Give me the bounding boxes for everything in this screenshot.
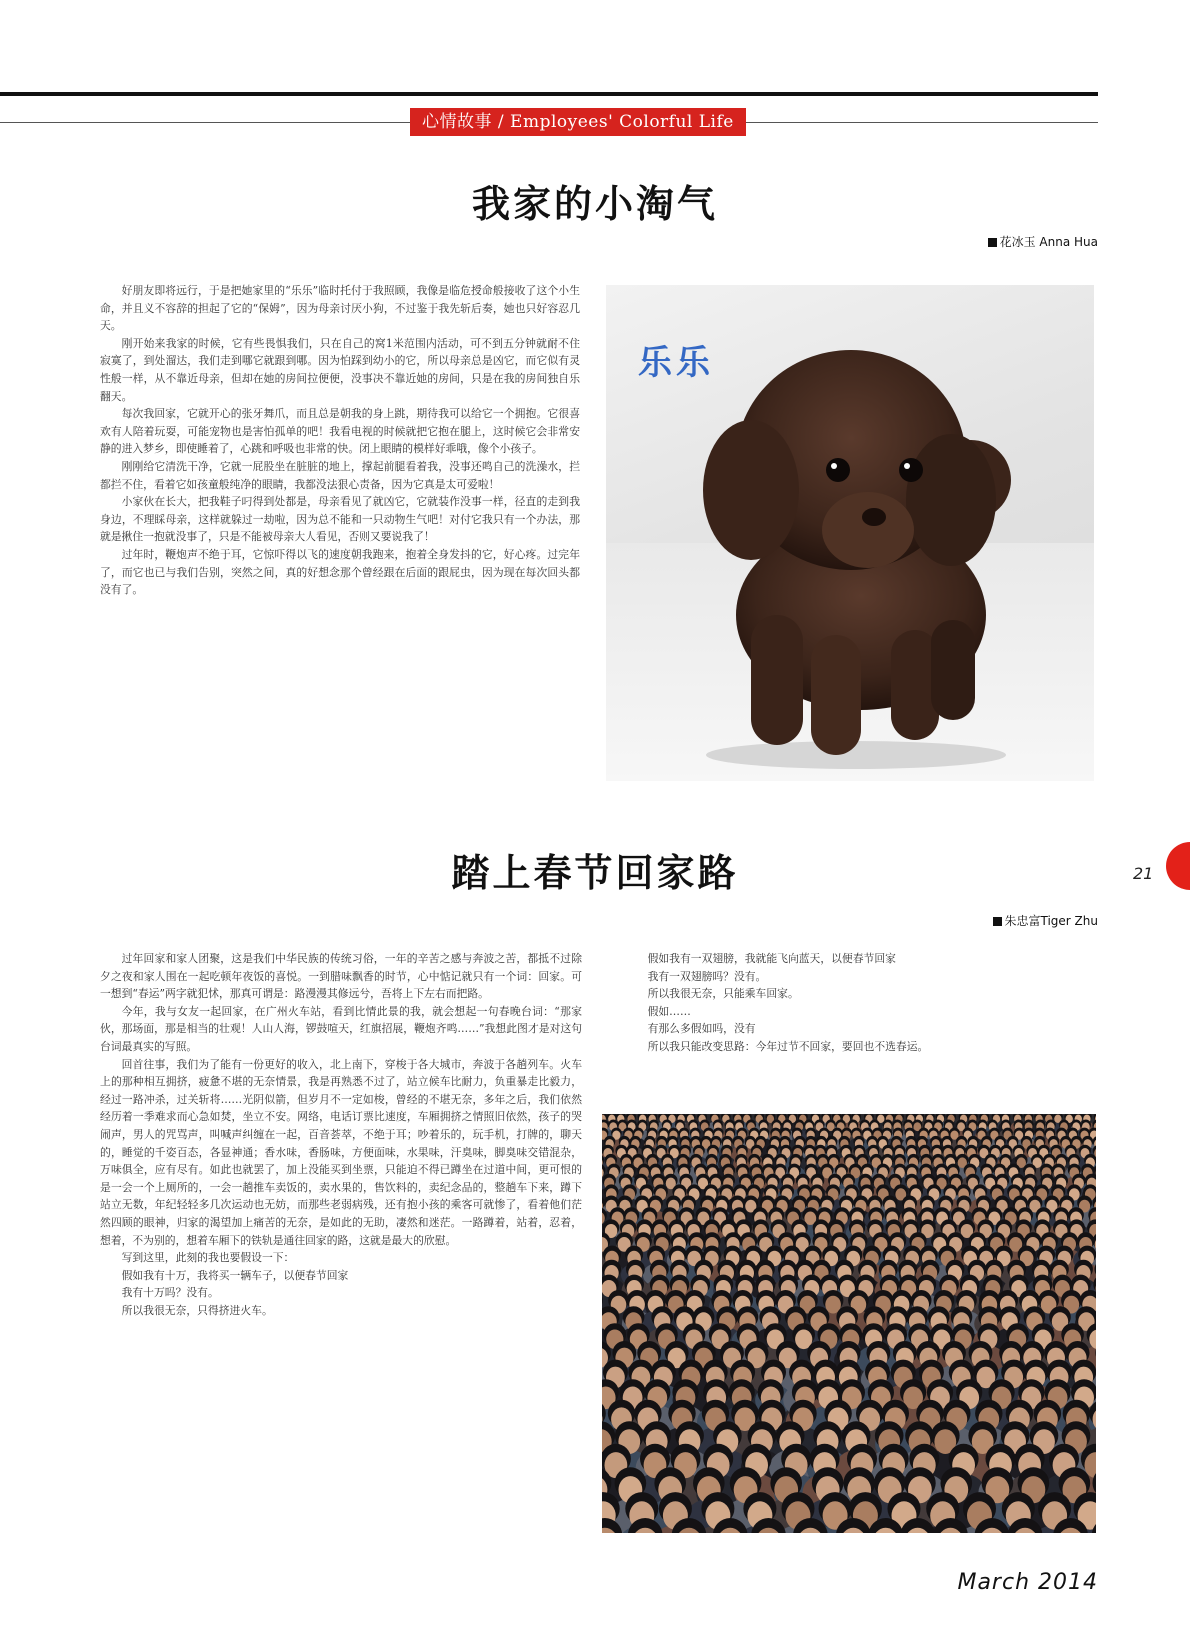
byline-square-icon — [993, 917, 1002, 926]
article2-paragraph: 过年回家和家人团聚，这是我们中华民族的传统习俗，一年的辛苦之感与奔波之苦，都抵不过除夕之夜和家人围在一起吃顿年夜饭的喜悦。一到腊味飘香的时节，心中惦记就只有一个词：回家。可一想到“春运”两字就犯怵，那真可谓是：路漫漫其修远兮，吾将上下左右而把路。 — [100, 952, 582, 1001]
section-tag: 心情故事 / Employees' Colorful Life — [410, 108, 746, 136]
article1-title: 我家的小淘气 — [471, 182, 718, 226]
header-thick-rule — [0, 92, 1098, 96]
dog-photo — [606, 285, 1094, 781]
poem-line: 所以我很无奈，只能乘车回家。 — [647, 987, 799, 1001]
article1-paragraph: 刚开始来我家的时候，它有些畏惧我们，只在自己的窝1米范围内活动，可不到五分钟就耐不住寂寞了，到处溜达，我们走到哪它就跟到哪。因为怕踩到幼小的它，所以母亲总是凶它，而它似有灵性般一样，从不靠近母亲，但却在她的房间拉便便，没事决不靠近她的房间，只是在我的房间独自乐翻天。 — [100, 336, 580, 403]
article1-byline: 花冰玉 Anna Hua — [988, 233, 1098, 250]
poem-line: 我有一双翅膀吗？没有。 — [647, 969, 767, 983]
crowd-photo — [602, 1114, 1096, 1533]
poem-line: 假如我有十万，我将买一辆车子，以便春节回家 — [121, 1268, 349, 1282]
article1-paragraph: 小家伙在长大，把我鞋子叼得到处都是，母亲看见了就凶它，它就装作没事一样，径直的走到我身边，不理睬母亲，这样就躲过一劫啦，因为总不能和一只动物生气吧！对付它我只有一个办法，那就是揪住一抱就没事了，只是不能被母亲大人看见，否则又要说我了！ — [100, 495, 580, 544]
article1-paragraph: 过年时，鞭炮声不绝于耳，它惊吓得以飞的速度朝我跑来，抱着全身发抖的它，好心疼。过完年了，而它也已与我们告别，突然之间，真的好想念那个曾经跟在后面的跟屁虫，因为现在每次回头都没有了。 — [100, 547, 580, 597]
article2-byline: 朱忠富Tiger Zhu — [993, 912, 1098, 929]
article1-paragraph: 好朋友即将远行，于是把她家里的“乐乐”临时托付于我照顾，我像是临危授命般接收了这个小生命，并且义不容辞的担起了它的“保姆”，因为母亲讨厌小狗，不过鉴于我先斩后奏，她也只好容忍几天。 — [100, 284, 580, 333]
article1-paragraph: 刚刚给它清洗干净，它就一屁股坐在脏脏的地上，撑起前腿看着我，没事还鸣自己的洗澡水，拦都拦不住，看着它如孩童般纯净的眼睛，我都没法狠心责备，因为它真是太可爱啦！ — [100, 459, 580, 491]
article2-paragraph: 今年，我与女友一起回家，在广州火车站，看到比情此景的我，就会想起一句春晚台词：“那家伙，那场面，那是相当的壮观！人山人海，锣鼓喧天，红旗招展，鞭炮齐鸣……”我想此图才是对这句台词最真实的写照。 — [100, 1004, 582, 1053]
crowd-illustration — [602, 1114, 1096, 1533]
article1-paragraph: 每次我回家，它就开心的张牙舞爪，而且总是朝我的身上跳，期待我可以给它一个拥抱。它很喜欢有人陪着玩耍，可能宠物也是害怕孤单的吧！我看电视的时候就把它抱在腿上，这时候它会非常安静的进入梦乡，即使睡着了，心跳和呼吸也非常的快。闭上眼睛的模样好乖哦，像个小孩子。 — [100, 407, 580, 456]
poem-line: 所以我只能改变思路：今年过节不回家，要回也不选春运。 — [647, 1039, 929, 1053]
poem-line: 假如我有一双翅膀，我就能飞向蓝天，以便春节回家 — [647, 952, 896, 965]
article2-poem-left — [100, 1267, 582, 1320]
byline-square-icon — [988, 238, 997, 247]
article2-paragraph: 写到这里，此刻的我也要假设一下： — [121, 1251, 295, 1265]
issue-date: March 2014 — [957, 1570, 1098, 1595]
article2-poem-right — [626, 950, 1096, 1056]
article2-body-left — [100, 950, 582, 1319]
dog-name-caption: 乐乐 — [638, 343, 714, 383]
poem-line: 所以我很无奈，只得挤进火车。 — [121, 1303, 273, 1317]
page-number: 21 — [1133, 864, 1154, 883]
article2-title: 踏上春节回家路 — [451, 851, 739, 895]
article1-body — [100, 282, 580, 599]
article2-paragraph: 回首往事，我们为了能有一份更好的收入，北上南下，穿梭于各大城市，奔波于各趟列车。火车上的那种相互拥挤，疲惫不堪的无奈情景，我是再熟悉不过了，站立候车比耐力，负重暴走比毅力，经过一路冲杀，过关斩将……光阴似箭，但岁月不一定如梭，曾经的不堪无奈，多年之后，我们依然经历着一季难求而心急如焚，坐立不安。网络，电话订票比速度，车厢拥挤之情照旧依然，孩子的哭闹声，男人的咒骂声，叫喊声纠缠在一起，百音荟萃，不绝于耳；吵着乐的，玩手机，打牌的，聊天的，睡觉的千姿百态，各显神通；香水味，香肠味，方便面味，水果味，汗臭味，脚臭味交错混杂，万味俱全，应有尽有。如此也就罢了，加上没能买到坐票，只能迫不得已蹲坐在过道中间，更可恨的是一会一个上厕所的，一会一趟推车卖饭的，卖水果的，售饮料的，卖纪念品的，整趟车下来，蹲下站立无数，年纪轻轻多几次运动也无妨，而那些老弱病残，还有抱小孩的乘客可就惨了，看着他们茫然四顾的眼神，归家的渴望加上痛苦的无奈，是如此的无助，凄然和迷茫。一路蹲着，站着，忍着，想着，不为别的，想着车厢下的铁轨是通往回家的路，这就是最大的欣慰。 — [100, 1057, 582, 1247]
poem-line: 我有十万吗？没有。 — [121, 1286, 219, 1300]
poem-line: 有那么多假如吗，没有 — [647, 1022, 756, 1036]
poem-line: 假如…… — [647, 1004, 691, 1018]
